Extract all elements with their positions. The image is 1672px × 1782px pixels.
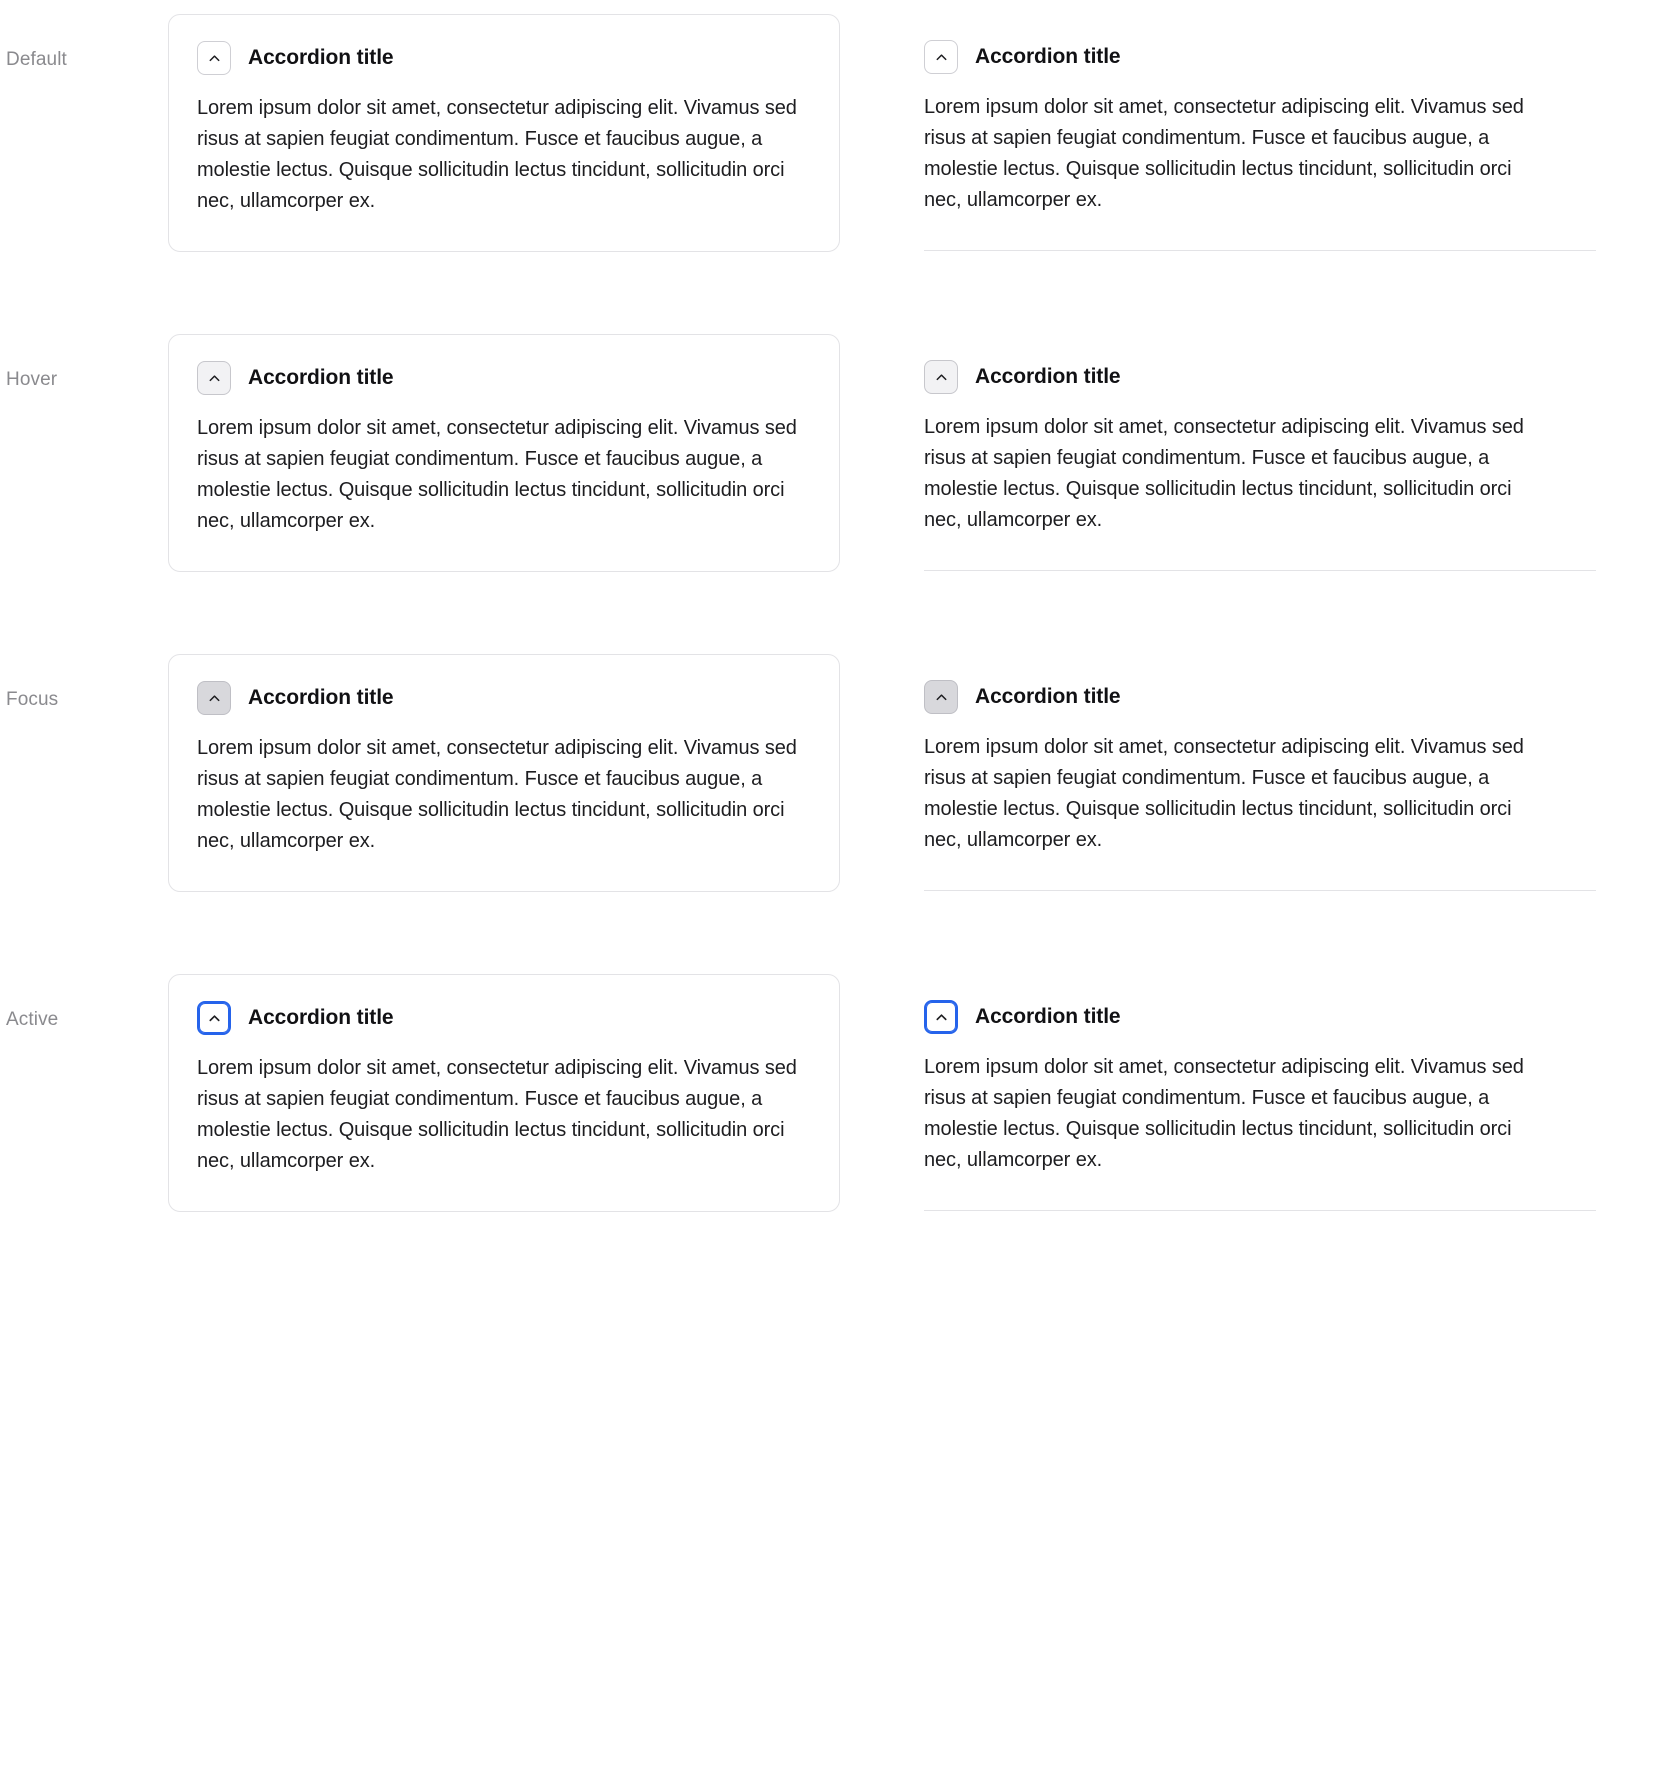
chevron-up-icon[interactable] xyxy=(924,1000,958,1034)
card-slot-boxed xyxy=(168,334,840,572)
state-row-active xyxy=(0,974,1672,1212)
card-slot-boxed xyxy=(168,654,840,892)
chevron-up-icon[interactable] xyxy=(197,41,231,75)
accordion-body-text: Lorem ipsum dolor sit amet, consectetur adipiscing elit. Vivamus sed risus at sapien feugiat condimentum. Fusce et faucibus augue, a molestie lectus. Quisque sollicitudin lectus tincidunt, sollicitudin orci nec, ullamcorper ex. xyxy=(924,416,1524,531)
state-label-active: Active xyxy=(6,1009,59,1030)
state-row-cards xyxy=(168,14,1672,252)
accordion-hover-boxed[interactable] xyxy=(168,334,840,572)
state-label-hover: Hover xyxy=(6,369,58,390)
accordion-body-text: Lorem ipsum dolor sit amet, consectetur adipiscing elit. Vivamus sed risus at sapien feugiat condimentum. Fusce et faucibus augue, a molestie lectus. Quisque sollicitudin lectus tincidunt, sollicitudin orci nec, ullamcorper ex. xyxy=(197,737,797,852)
accordion-body-text: Lorem ipsum dolor sit amet, consectetur adipiscing elit. Vivamus sed risus at sapien feugiat condimentum. Fusce et faucibus augue, a molestie lectus. Quisque sollicitudin lectus tincidunt, sollicitudin orci nec, ullamcorper ex. xyxy=(197,417,797,532)
accordion-body-text: Lorem ipsum dolor sit amet, consectetur adipiscing elit. Vivamus sed risus at sapien feugiat condimentum. Fusce et faucibus augue, a molestie lectus. Quisque sollicitudin lectus tincidunt, sollicitudin orci nec, ullamcorper ex. xyxy=(924,736,1524,851)
accordion-header[interactable] xyxy=(197,361,811,395)
accordion-title: Accordion title xyxy=(248,686,394,709)
accordion-title: Accordion title xyxy=(975,45,1121,68)
accordion-header[interactable] xyxy=(197,1001,811,1035)
accordion-focus-lined[interactable] xyxy=(924,654,1596,891)
chevron-up-icon[interactable] xyxy=(197,1001,231,1035)
accordion-header[interactable] xyxy=(924,40,1596,74)
accordion-title: Accordion title xyxy=(248,46,394,69)
chevron-up-icon[interactable] xyxy=(924,40,958,74)
state-label-focus: Focus xyxy=(6,689,59,710)
accordion-title: Accordion title xyxy=(975,365,1121,388)
state-label-default: Default xyxy=(6,49,67,70)
accordion-header[interactable] xyxy=(924,360,1596,394)
chevron-up-icon[interactable] xyxy=(924,680,958,714)
state-row-cards xyxy=(168,334,1672,572)
state-row-cards xyxy=(168,974,1672,1212)
accordion-body-text: Lorem ipsum dolor sit amet, consectetur adipiscing elit. Vivamus sed risus at sapien feugiat condimentum. Fusce et faucibus augue, a molestie lectus. Quisque sollicitudin lectus tincidunt, sollicitudin orci nec, ullamcorper ex. xyxy=(924,1056,1524,1171)
accordion-header[interactable] xyxy=(924,1000,1596,1034)
chevron-up-icon[interactable] xyxy=(197,361,231,395)
card-slot-lined xyxy=(924,974,1596,1212)
accordion-title: Accordion title xyxy=(975,685,1121,708)
accordion-body-text: Lorem ipsum dolor sit amet, consectetur adipiscing elit. Vivamus sed risus at sapien feugiat condimentum. Fusce et faucibus augue, a molestie lectus. Quisque sollicitudin lectus tincidunt, sollicitudin orci nec, ullamcorper ex. xyxy=(924,96,1524,211)
card-slot-lined xyxy=(924,654,1596,892)
accordion-title: Accordion title xyxy=(975,1005,1121,1028)
accordion-header[interactable] xyxy=(924,680,1596,714)
accordion-states-matrix xyxy=(0,14,1672,1212)
accordion-header[interactable] xyxy=(197,681,811,715)
chevron-up-icon[interactable] xyxy=(924,360,958,394)
accordion-focus-boxed[interactable] xyxy=(168,654,840,892)
accordion-body-text: Lorem ipsum dolor sit amet, consectetur adipiscing elit. Vivamus sed risus at sapien feugiat condimentum. Fusce et faucibus augue, a molestie lectus. Quisque sollicitudin lectus tincidunt, sollicitudin orci nec, ullamcorper ex. xyxy=(197,1057,797,1172)
accordion-header[interactable] xyxy=(197,41,811,75)
card-slot-lined xyxy=(924,334,1596,572)
accordion-title: Accordion title xyxy=(248,366,394,389)
state-row-focus xyxy=(0,654,1672,892)
state-row-hover xyxy=(0,334,1672,572)
accordion-default-boxed[interactable] xyxy=(168,14,840,252)
card-slot-lined xyxy=(924,14,1596,252)
state-row-cards xyxy=(168,654,1672,892)
state-row-default xyxy=(0,14,1672,252)
card-slot-boxed xyxy=(168,974,840,1212)
card-slot-boxed xyxy=(168,14,840,252)
accordion-default-lined[interactable] xyxy=(924,14,1596,251)
accordion-hover-lined[interactable] xyxy=(924,334,1596,571)
accordion-body-text: Lorem ipsum dolor sit amet, consectetur adipiscing elit. Vivamus sed risus at sapien feugiat condimentum. Fusce et faucibus augue, a molestie lectus. Quisque sollicitudin lectus tincidunt, sollicitudin orci nec, ullamcorper ex. xyxy=(197,97,797,212)
accordion-active-lined[interactable] xyxy=(924,974,1596,1211)
accordion-active-boxed[interactable] xyxy=(168,974,840,1212)
accordion-title: Accordion title xyxy=(248,1006,394,1029)
chevron-up-icon[interactable] xyxy=(197,681,231,715)
